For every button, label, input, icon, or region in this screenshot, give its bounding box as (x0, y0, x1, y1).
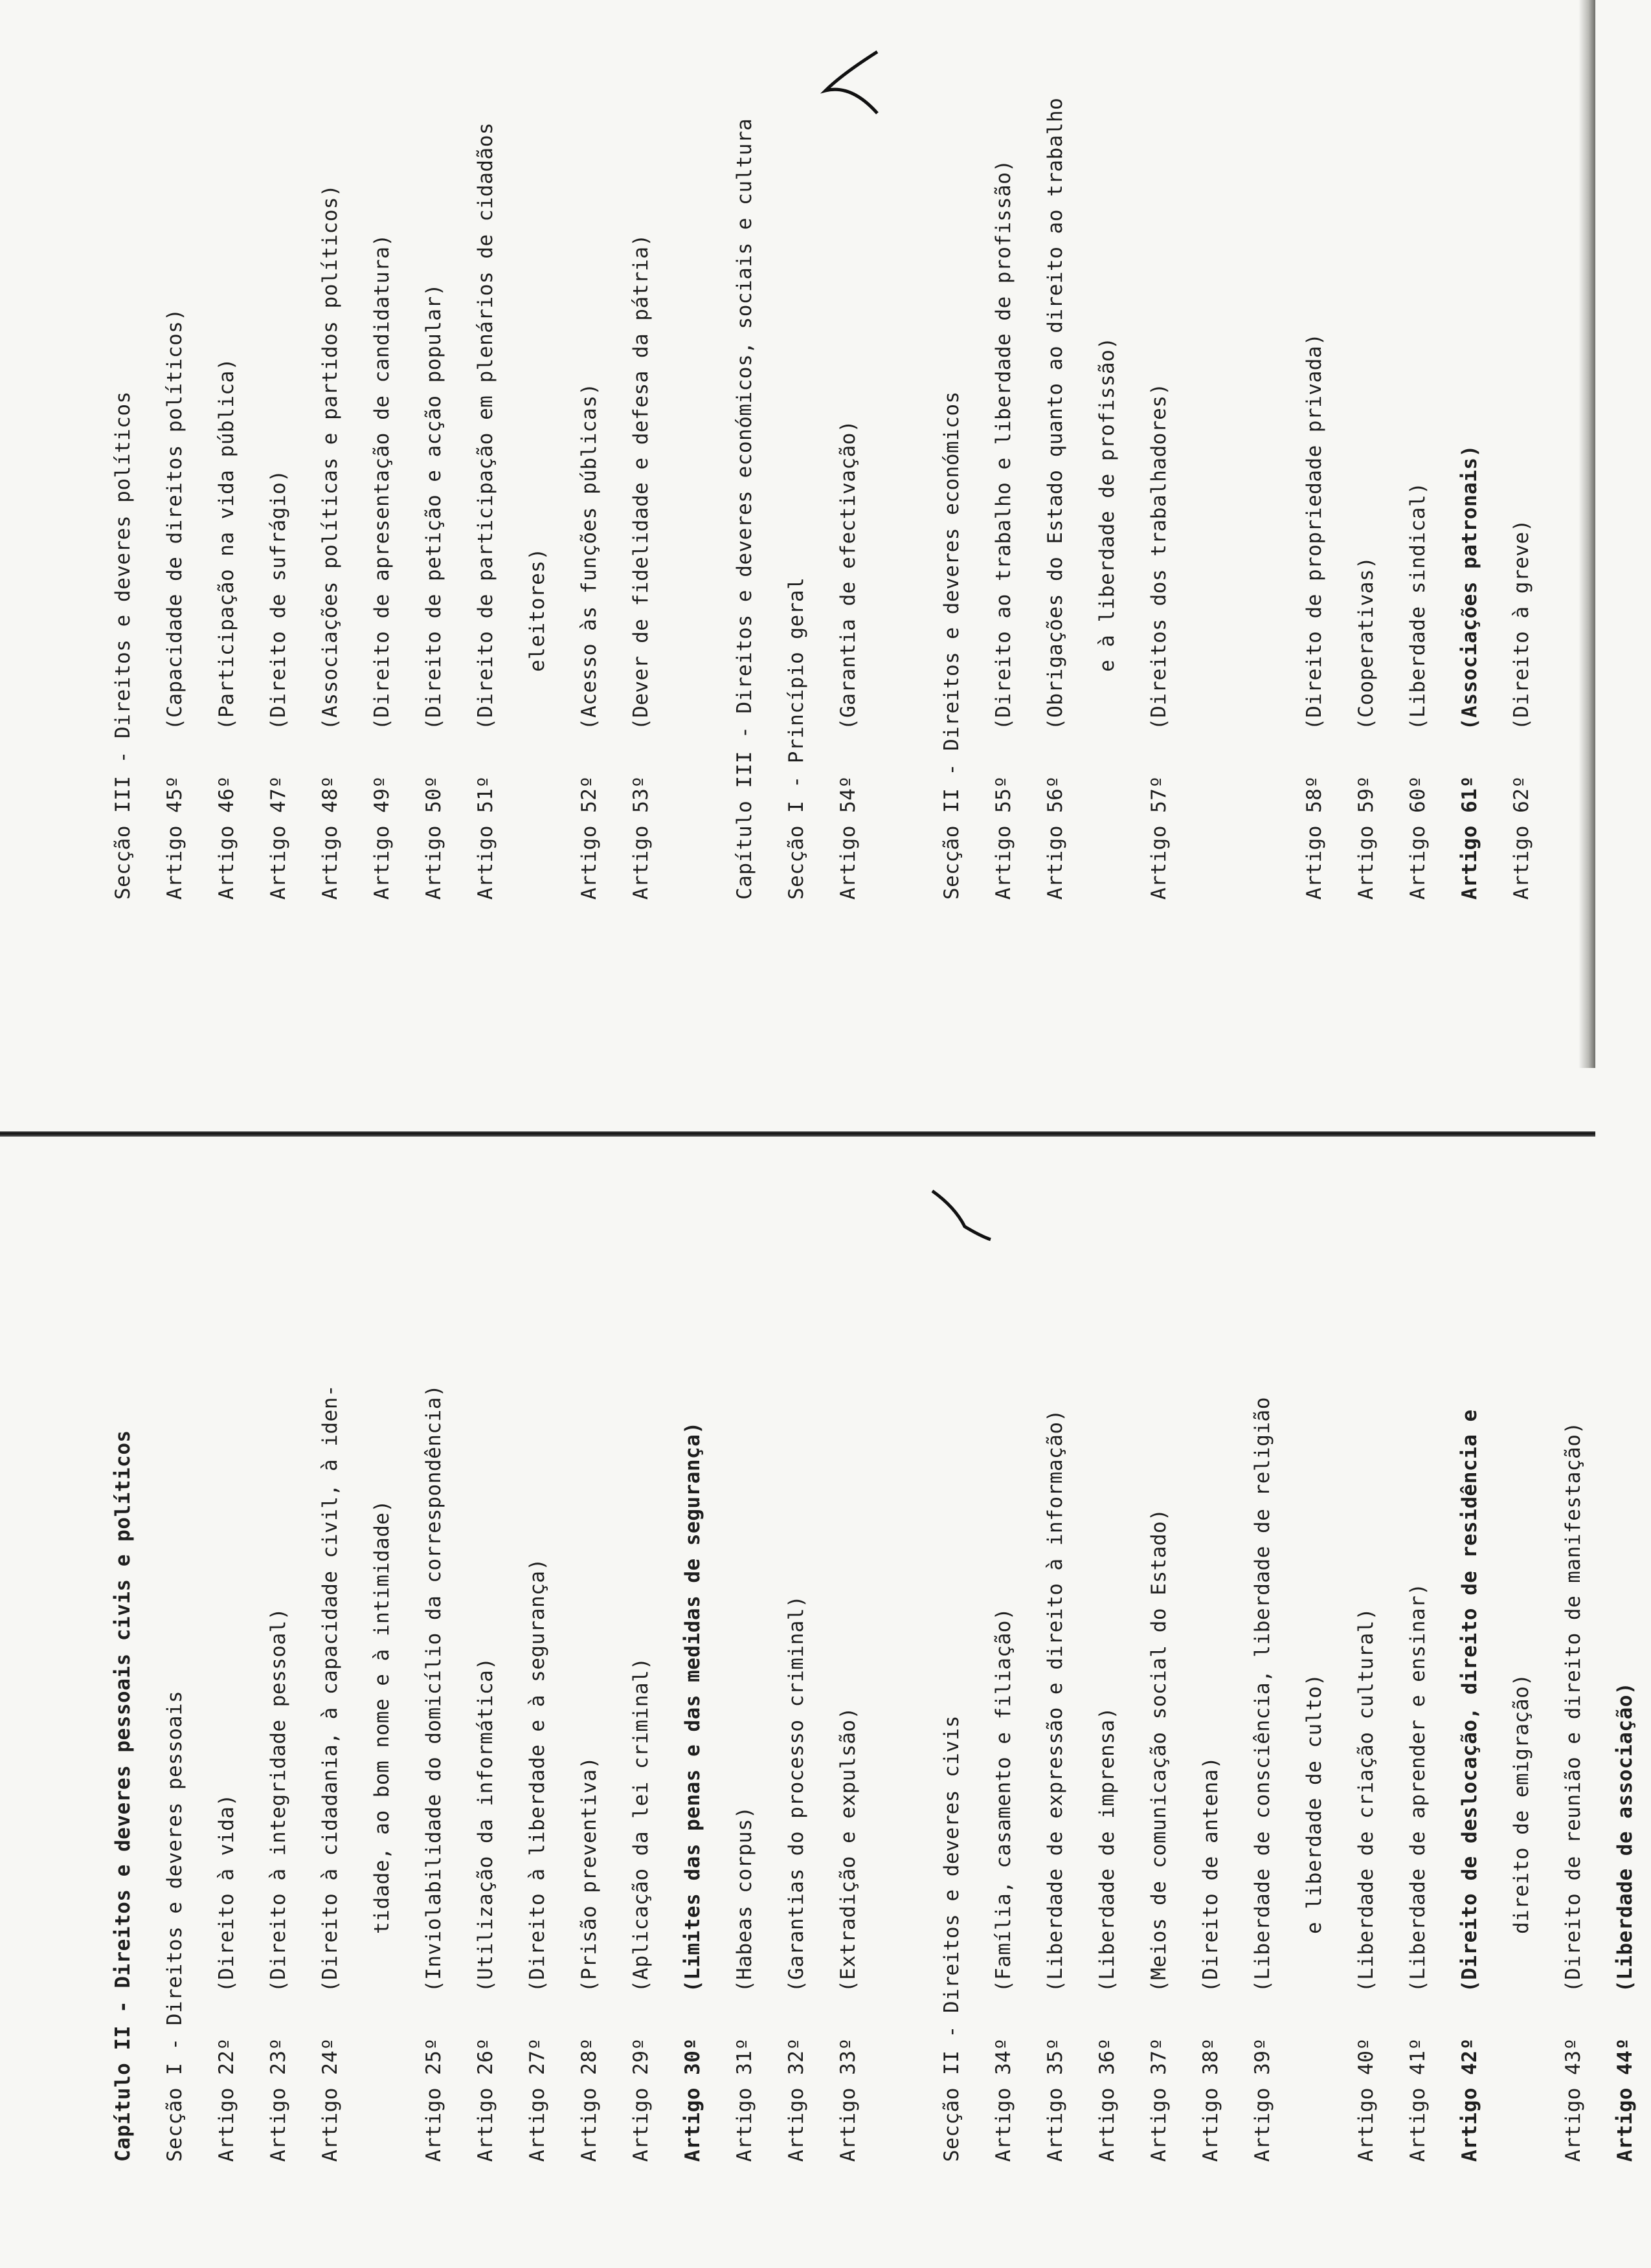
list-item: Artigo 42º(Direito de deslocação, direito de residência e (1458, 1409, 1481, 2162)
list-item: Artigo 59º(Cooperativas) (1354, 556, 1378, 900)
left-column (97, 1146, 1651, 2162)
list-item: Artigo 32º(Garantias do processo criminal) (785, 1595, 808, 2162)
list-item: Artigo 40º(Liberdade de criação cultural) (1354, 1607, 1378, 2162)
list-item: Artigo 48º(Associações políticas e partidos políticos) (319, 184, 342, 900)
section-ii-heading: Secção II - Direitos e deveres económicos (940, 391, 963, 900)
list-item: Artigo 55º(Direito ao trabalho e liberdade de profissão) (992, 159, 1015, 900)
chapter-ii-heading: Capítulo II - Direitos e deveres pessoais civis e políticos (111, 1430, 135, 2162)
list-item: Artigo 35º(Liberdade de expressão e direito à informação) (1044, 1409, 1067, 2162)
list-item: Artigo 33º(Extradição e expulsão) (837, 1707, 860, 2162)
list-item: Artigo 30º(Limites das penas e das medidas de segurança) (681, 1421, 704, 2162)
list-item: Artigo 41º(Liberdade de aprender e ensinar) (1406, 1583, 1430, 2162)
scan-edge-shadow (1578, 0, 1595, 1068)
list-item: Artigo 44º(Liberdade de associação) (1613, 1682, 1637, 2162)
list-item: Artigo 53º(Dever de fidelidade e defesa da pátria) (629, 234, 653, 900)
list-item: Artigo 47º(Direito de sufrágio) (267, 469, 290, 900)
section-ii-heading: Secção II - Direitos e deveres civis (940, 1715, 963, 2162)
list-item: Artigo 54º(Garantia de efectivação) (837, 419, 860, 900)
list-item: Artigo 39º(Liberdade de consciência, liberdade de religião (1251, 1397, 1274, 2162)
list-item: Artigo 25º(Inviolabilidade do domicílio da correspondência) (422, 1384, 445, 2162)
list-item: Artigo 51º(Direito de participação em plenários de cidadãos (474, 122, 497, 900)
list-item: Artigo 46º(Participação na vida pública) (215, 358, 238, 900)
list-item: Artigo 60º(Liberdade sindical) (1406, 482, 1430, 900)
list-item: Artigo 24º(Direito à cidadania, à capacidade civil, à iden- (319, 1384, 342, 2162)
list-item: Artigo 37º(Meios de comunicação social do Estado) (1147, 1508, 1171, 2162)
list-item-continuation: e liberdade de culto) (1303, 1673, 1326, 1934)
list-item: Artigo 29º(Aplicação da lei criminal) (629, 1657, 653, 2162)
list-item: Artigo 58º(Direito de propriedade privada) (1303, 333, 1326, 900)
list-item: Artigo 22º(Direito à vida) (215, 1794, 238, 2162)
section-iii-heading: Secção III - Direitos e deveres políticos (111, 391, 135, 900)
list-item: Artigo 49º(Direito de apresentação de candidatura) (370, 234, 394, 900)
list-item: Artigo 36º(Liberdade de imprensa) (1095, 1707, 1119, 2162)
list-item: Artigo 62º(Direito à greve) (1510, 519, 1533, 900)
section-i-heading: Secção I - Princípio geral (785, 577, 808, 900)
list-item: Artigo 61º(Associações patronais) (1458, 445, 1481, 900)
chapter-iii-heading: Capítulo III - Direitos e deveres económicos, sociais e cultura (733, 118, 756, 900)
list-item: Artigo 28º(Prisão preventiva) (578, 1756, 601, 2162)
list-item-continuation: tidade, ao bom nome e à intimidade) (370, 1500, 394, 1934)
list-item: Artigo 45º(Capacidade de direitos políticos) (163, 308, 186, 900)
list-item-continuation: direito de emigração) (1510, 1673, 1533, 1934)
page-fold-line (0, 1131, 1595, 1137)
list-item: Artigo 27º(Direito à liberdade e à segurança) (526, 1558, 549, 2162)
right-column (97, 32, 1547, 900)
list-item: Artigo 23º(Direito à integridade pessoal) (267, 1607, 290, 2162)
section-i-heading: Secção I - Direitos e deveres pessoais (163, 1690, 186, 2162)
list-item-continuation: e à liberdade de profissão) (1095, 337, 1119, 672)
list-item: Artigo 56º(Obrigações do Estado quanto ao direito ao trabalho (1044, 97, 1067, 900)
list-item: Artigo 52º(Acesso às funções públicas) (578, 383, 601, 900)
list-item-continuation: eleitores) (526, 548, 549, 672)
list-item: Artigo 43º(Direito de reunião e direito de manifestação) (1562, 1421, 1585, 2162)
list-item: Artigo 38º(Direito de antena) (1199, 1756, 1222, 2162)
list-item: Artigo 57º(Direitos dos trabalhadores) (1147, 383, 1171, 900)
list-item: Artigo 50º(Direito de petição e acção popular) (422, 284, 445, 900)
list-item: Artigo 26º(Utilização da informática) (474, 1657, 497, 2162)
list-item: Artigo 31º(Habeas corpus) (733, 1806, 756, 2162)
list-item: Artigo 34º(Família, casamento e filiação) (992, 1607, 1015, 2162)
